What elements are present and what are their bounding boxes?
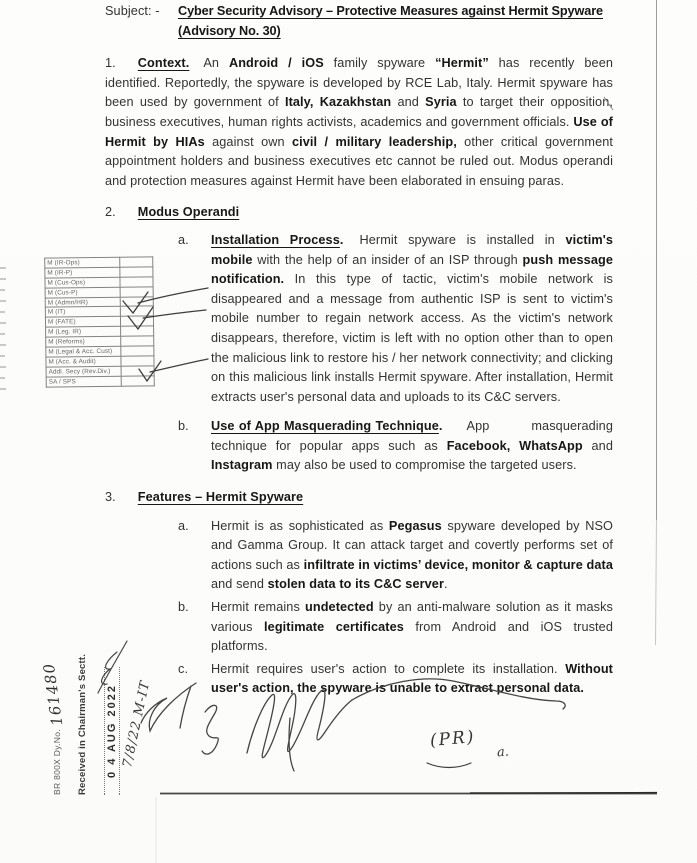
text-run: App: [466, 419, 490, 434]
item-installation-process: [178, 231, 613, 407]
item-marker: a.: [178, 518, 189, 533]
stamp-initial-box: [120, 336, 153, 346]
text-run: from Android and iOS trusted platforms.: [211, 619, 613, 654]
stamp-initial-box: [120, 306, 153, 316]
text-run: family spyware: [323, 56, 436, 71]
text-run: spyware developed by NSO and Gamma Group. It can attack target and covertly performs set of actions such as: [211, 518, 614, 572]
text-run: Use of App Masquerading Technique: [211, 419, 439, 434]
pr-annotation: (PR): [429, 727, 477, 751]
text-run: 3.: [105, 490, 116, 505]
subject-label: Subject: -: [105, 4, 160, 18]
text-run: Hermit remains: [211, 600, 305, 615]
stamp-officer-label: M (Reforms): [46, 336, 121, 347]
stamp-initial-box: [121, 376, 154, 386]
text-run: masquerading technique for popular apps such as: [211, 419, 613, 453]
item-features-c: [178, 660, 613, 699]
document-body: [105, 2, 613, 699]
item-marker: c.: [178, 661, 189, 676]
text-gap: [489, 429, 531, 430]
text-gap: [189, 66, 203, 67]
subject-title-line1: Cyber Security Advisory – Protective Measures against Hermit Spyware: [178, 4, 603, 18]
stamp-initial-box: [120, 316, 153, 326]
text-run: civil / military leadership,: [291, 134, 457, 149]
text-run: legitimate certificates: [264, 619, 404, 634]
item-text: [211, 231, 613, 407]
text-run: .: [339, 232, 344, 247]
text-run: Modus Operandi: [137, 205, 240, 220]
stamp-initial-box: [121, 356, 154, 366]
stamp-officer-label: M (IR-P): [45, 267, 120, 278]
text-run: stolen data to its C&C server: [267, 577, 444, 592]
text-run: infiltrate in victims’ device, monitor & capture data: [303, 557, 613, 572]
paragraph-context: [105, 54, 613, 191]
text-run: Syria: [425, 95, 457, 110]
stamp-initial-box: [120, 287, 153, 297]
text-run: Facebook, WhatsApp: [446, 438, 583, 453]
item-app-masquerading: [178, 417, 613, 476]
text-run: Context.: [137, 56, 190, 71]
diary-number-label: BR 800X Dy.No.: [52, 729, 62, 795]
stamp-officer-label: SA / SPS: [46, 376, 121, 387]
item-marker: a.: [178, 232, 189, 247]
item-features-b: [178, 598, 613, 657]
text-run: to target their opposition, business executives, human rights activists, academics and government officials.: [105, 95, 613, 129]
stamp-officer-label: M (FATE): [45, 317, 120, 328]
receipt-stamp: [39, 625, 154, 795]
stamp-officer-label: M (Admn/HR): [45, 297, 120, 308]
text-run: by an anti-malware solution as it masks various: [211, 600, 613, 634]
stamp-initial-box: [119, 267, 152, 277]
stamp-table-body: [45, 257, 155, 387]
text-run: Hermit requires user's action to complete its installation.: [211, 661, 566, 676]
text-run: has recently been identified. Reportedly, the spyware is developed by RCE Lab, Italy. Hermit spyware has been used by government of: [105, 56, 614, 110]
text-gap: [116, 215, 138, 216]
subject-row: [105, 2, 613, 41]
stamp-officer-label: M (IR-Ops): [45, 257, 120, 268]
text-run: Features – Hermit Spyware: [137, 490, 304, 505]
stamp-initial-box: [121, 366, 154, 376]
received-stamp-text: Received in Chairman's Sectt.: [77, 653, 89, 795]
text-gap: [344, 243, 360, 244]
text-run: 2.: [105, 205, 116, 220]
subject-title: [178, 2, 613, 41]
text-gap: [116, 66, 138, 67]
diary-number-value: 161480: [39, 661, 67, 728]
pr-underline-stroke: [427, 763, 471, 768]
item-text: [211, 417, 613, 476]
item-marker: b.: [178, 419, 189, 434]
text-gap: [116, 500, 138, 501]
text-run: .: [438, 419, 443, 434]
item-text: [211, 517, 613, 595]
date-stamp: 0 4 AUG 2022: [104, 667, 120, 795]
text-run: 1.: [105, 56, 116, 71]
item-features-a: [178, 517, 613, 595]
text-run: “Hermit”: [435, 56, 489, 71]
text-run: and send: [211, 577, 268, 592]
text-run: An: [203, 56, 229, 71]
stamp-officer-label: M (IT): [45, 307, 120, 318]
pr-annotation-suffix: a.: [496, 744, 510, 761]
item-text: [211, 660, 613, 699]
stamp-officer-label: M (Cus-P): [45, 287, 120, 298]
stamp-table-row: [46, 376, 154, 387]
stamp-initial-box: [120, 277, 153, 287]
text-run: Installation Process: [211, 232, 340, 247]
text-run: and: [582, 438, 613, 453]
stamp-officer-label: Addl. Secy (Rev.Div.): [46, 366, 121, 377]
text-run: push message notification.: [211, 252, 613, 287]
text-run: Android / iOS: [228, 56, 324, 71]
text-run: Italy, Kazakhstan: [284, 95, 392, 110]
stamp-initial-box: [120, 346, 153, 356]
heading-features: [105, 488, 613, 508]
text-run: undetected: [305, 600, 374, 615]
text-run: .: [443, 577, 448, 592]
stamp-officer-label: M (Leg. IR): [46, 326, 121, 337]
text-run: Hermit is as sophisticated as: [211, 518, 389, 533]
item-marker: b.: [178, 600, 189, 615]
stamp-officer-label: M (Acc. & Audit): [46, 356, 121, 367]
text-run: victim's mobile: [211, 232, 613, 267]
text-run: other critical government appointment holders and business executives etc cannot be ruled out. Modus operandi and protection measures against Hermit have been elaborated in ensuing paras.: [105, 134, 614, 188]
text-run: Without user's action, the spyware is unable to extract personal data.: [211, 661, 613, 696]
item-text: [211, 598, 613, 657]
stamp-officer-label: M (Cus-Ops): [45, 277, 120, 288]
stamp-initial-box: [120, 326, 153, 336]
diary-number-line: [39, 625, 67, 795]
heading-modus-operandi: [105, 203, 613, 223]
text-run: against own: [204, 134, 292, 149]
text-run: may also be used to compromise the targeted users.: [272, 458, 577, 473]
text-run: with the help of an insider of an ISP through: [252, 252, 523, 267]
subject-title-line2: (Advisory No. 30): [178, 23, 281, 38]
text-run: Use of Hermit by HIAs: [105, 114, 614, 149]
stamp-initial-box: [120, 296, 153, 306]
stamp-initial-box: [119, 257, 152, 267]
text-gap: [443, 429, 467, 430]
text-run: and: [391, 95, 426, 110]
text-run: In this type of tactic, victim's mobile network is disappeared and a message from authentic ISP is sent to victim's mobile number to regain network access. As the victim's network disappears, therefore, victim is left with no option other than to open the malicious link to restore his / her network connectivity; and clicking on this malicious link installs Hermit spyware. After installation, Hermit extracts user's personal data and uploads to its C&C servers.: [211, 272, 613, 404]
page-edge-dashes: [0, 268, 6, 389]
handwritten-routing-note: 7/8/22 M-IT: [120, 679, 154, 769]
text-run: Hermit spyware is installed in: [359, 232, 566, 247]
stamp-officer-label: M (Legal & Acc. Cust): [46, 346, 121, 357]
text-run: Instagram: [211, 458, 273, 473]
distribution-stamp-table: [44, 256, 155, 387]
text-run: Pegasus: [388, 518, 442, 533]
